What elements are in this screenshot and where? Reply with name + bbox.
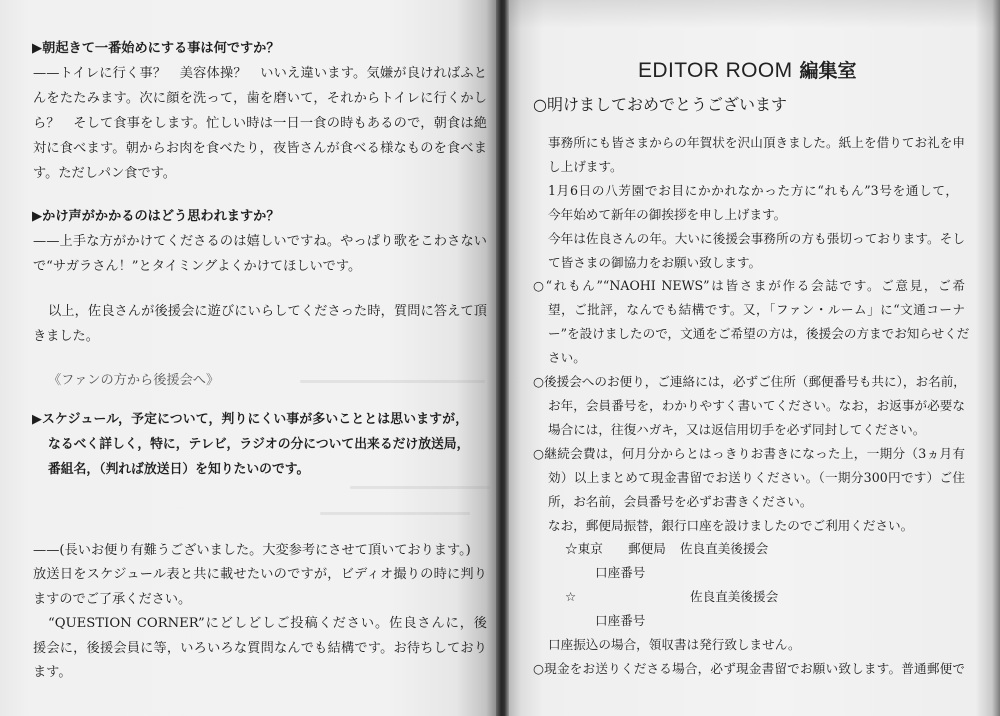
question-text: ▶かけ声がかかるのはどう思われますか？	[32, 209, 280, 224]
text-line: ー”を設けましたので，文通をご希望の方は，後援会の方までお知らせくだ	[548, 326, 970, 342]
account-number-label: 口座番号	[595, 613, 646, 629]
text-line: ますのでご了承ください。	[33, 591, 192, 607]
answer-line: す。ただしパン食です。	[33, 166, 176, 181]
text-line: さい。	[548, 350, 586, 366]
text-line: 番組名，（判れば放送日）を知りたいのです。	[48, 462, 310, 477]
text-line: お年，会員番号を，わかりやすく書いてください。なお，お返事が必要な	[548, 397, 965, 413]
bank-account-row	[533, 585, 965, 609]
answer-line: ——トイレに行く事？ 美容体操？ いいえ違います。気嫌が良ければふと	[33, 66, 487, 81]
question-text: ▶朝起きて一番始めにする事は何ですか？	[32, 41, 280, 56]
text-line: なお，郵便局振替，銀行口座を設けましたのでご利用ください。	[548, 517, 914, 533]
account-number-label: 口座番号	[595, 565, 646, 581]
postal-account-row	[533, 537, 965, 561]
interview-closing	[32, 299, 487, 349]
left-page	[0, 0, 496, 716]
show-through-mark	[300, 380, 485, 383]
text-line: 1月6日の八芳園でお目にかかれなかった方に“れもん”3号を通して，	[548, 182, 958, 198]
text-line: ます。	[33, 665, 72, 681]
answer-line: ——上手な方がかけてくださるのは嬉しいですね。やっぱり歌をこわさない	[33, 234, 487, 249]
transfer-note: 口座振込の場合，領収書は発行致しません。	[548, 637, 801, 652]
text-line: ○“れもん”“NAOHI NEWS”は皆さまが作る会誌です。ご意見，ご希	[533, 278, 965, 294]
text-line: “QUESTION CORNER”にどしどしご投稿ください。佐良さんに，後	[48, 616, 487, 632]
editor-notices	[533, 131, 970, 681]
account-prefix: ☆	[565, 589, 577, 605]
text-line: ○継続会費は，何月分からとはっきりお書きになった上，一期分（3ヵ月有	[533, 445, 965, 461]
fan-request	[32, 407, 468, 482]
text-line: 場合には，往復ハガキ，又は返信用切手を必ず同封してください。	[548, 421, 926, 437]
text-line: ○後援会へのお便り，ご連絡には，必ずご住所（郵便番号も共に），お名前，	[533, 374, 966, 390]
interview-question-2	[32, 204, 487, 279]
text-line: ○現金をお送りくださる場合，必ず現金書留でお願い致します。普通郵便で	[533, 660, 965, 676]
text-line: 今年始めて新年の御挨拶を申し上げます。	[548, 206, 787, 222]
answer-line: で“サガラさん！”とタイミングよくかけてほしいです。	[33, 259, 362, 274]
answer-line: ら？ そして食事をします。忙しい時は一日一食の時もあるので，朝食は絶	[33, 116, 487, 131]
account-branch: 郵便局	[628, 541, 666, 557]
account-prefix: ☆東京	[565, 541, 603, 557]
text-line: 所，お名前，会員番号を必ずお書きください。	[548, 493, 813, 509]
account-holder: 佐良直美後援会	[680, 541, 769, 557]
interview-question-1	[32, 36, 487, 186]
text-line: 今年は佐良さんの年。大いに後援会事務所の方も張切っております。そし	[548, 230, 965, 246]
show-through-mark	[320, 512, 470, 515]
text-line: し上げます。	[548, 158, 623, 174]
page-title	[638, 56, 857, 83]
text-line: 望，ご批評，なんでも結構です。又，「ファン・ルーム」に“文通コーナ	[548, 302, 965, 318]
new-year-heading: ○明けましておめでとうございます	[533, 95, 787, 114]
book-gutter	[496, 0, 509, 716]
text-line: ▶スケジュール，予定について，判りにくい事が多いこととは思いますが，	[32, 412, 468, 427]
text-line: ——(長いお便り有難うございました。大変参考にさせて頂いております。)	[33, 543, 471, 558]
right-page	[509, 0, 1000, 716]
text-line: 援会に，後援会員に等，いろいろな質問なんでも結構です。お待ちしており	[33, 640, 487, 656]
page-title-en: EDITOR ROOM	[638, 59, 793, 82]
text-line: 放送日をスケジュール表と共に載せたいのですが，ビディオ撮りの時に判り	[33, 567, 487, 583]
page-title-ja: 編集室	[799, 60, 857, 82]
text-line: きました。	[33, 329, 99, 344]
text-line: 事務所にも皆さまからの年賀状を沢山頂きました。紙上を借りてお礼を申	[548, 135, 965, 150]
text-line: 効）以上まとめて現金書留でお送りください。（一期分300円です）ご住	[548, 469, 965, 485]
editor-reply	[32, 539, 487, 685]
account-holder: 佐良直美後援会	[690, 589, 779, 605]
show-through-mark	[350, 486, 490, 489]
text-line: なるべく詳しく，特に，テレビ，ラジオの分について出来るだけ放送局，	[48, 437, 470, 452]
text-line: て皆さまの御協力をお願い致します。	[548, 254, 762, 270]
text-line: 以上，佐良さんが後援会に遊びにいらしてくださった時，質問に答えて頂	[48, 304, 487, 319]
answer-line: んをたたみます。次に顔を洗って，歯を磨いて，それからトイレに行くかし	[33, 91, 487, 106]
section-heading: 《ファンの方から後援会へ》	[48, 373, 220, 388]
answer-line: 対に食べます。朝からお肉を食べたり，夜皆さんが食べる様なものを食べま	[33, 141, 487, 156]
